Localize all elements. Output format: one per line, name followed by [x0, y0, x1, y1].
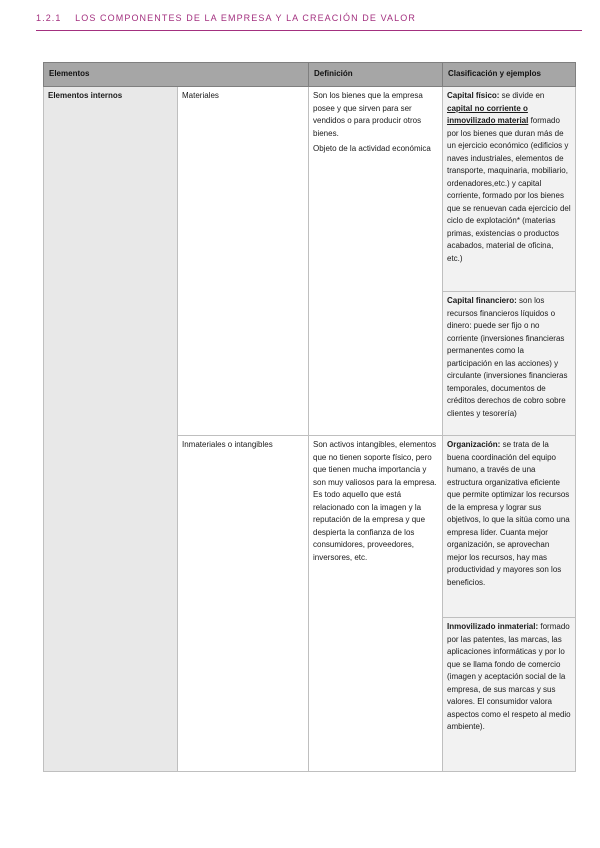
column-header-clasificacion: Clasificación y ejemplos	[443, 63, 576, 87]
section-number: 1.2.1	[36, 13, 62, 23]
classification-capital-financiero	[443, 292, 576, 436]
definition-inmateriales: Son activos intangibles, elementos que no tienen soporte físico, pero que tienen mucha importancia y son muy valiosos para la empresa. Es todo aquello que está relacionado con la imagen y la reputación de la empresa y que despierta la confianza de los consumidores, proveedores, inversores, etc.	[309, 436, 443, 772]
organizacion-title: Organización:	[447, 440, 501, 449]
classification-capital-fisico	[443, 87, 576, 292]
capital-no-corriente-term: capital no corriente o inmovilizado material	[447, 103, 529, 125]
capital-fisico-title: Capital físico:	[447, 91, 500, 100]
inmovilizado-text: formado por las patentes, las marcas, las aplicaciones informáticas y por lo que se llama fondo de comercio (imagen y aceptación social de la empresa, de sus marcas y sus valores. El consumidor valora aspectos como el respeto al medio ambiente).	[447, 622, 571, 731]
definition-materiales	[309, 87, 443, 436]
group-label-internos: Elementos internos	[44, 87, 178, 772]
header-divider	[36, 30, 582, 31]
section-header	[36, 13, 582, 23]
capital-financiero-text: son los recursos financieros líquidos o dinero: puede ser fijo o no corriente (inversiones financieras permanentes como la participación en las acciones) y circulante (inversiones financieras temporales, documentos de créditos derechos de cobro sobre clientes y tesorería)	[447, 296, 568, 418]
section-title: LOS COMPONENTES DE LA EMPRESA Y LA CREACIÓN DE VALOR	[75, 13, 416, 23]
elements-table	[43, 62, 576, 772]
row-label-materiales: Materiales	[178, 87, 309, 436]
definition-materiales-text: Son los bienes que la empresa posee y que sirven para ser vendidos o para producir otros bienes.	[313, 91, 423, 138]
table-row	[44, 87, 576, 292]
column-header-definicion: Definición	[309, 63, 443, 87]
capital-fisico-intro: se divide en	[499, 91, 545, 100]
column-header-elementos: Elementos	[44, 63, 309, 87]
classification-organizacion	[443, 436, 576, 618]
table-header-row	[44, 63, 576, 87]
capital-financiero-title: Capital financiero:	[447, 296, 517, 305]
classification-inmovilizado-inmaterial	[443, 618, 576, 772]
row-label-inmateriales: Inmateriales o intangibles	[178, 436, 309, 772]
capital-fisico-text: formado por los bienes que duran más de un ejercicio económico (edificios y naves industriales, elementos de transporte, maquinaria, mobiliario, ordenadores,etc.) y capital corriente, formado por los bienes que se renuevan cada ejercicio del ciclo de explotación* (materias primas, existencias o productos acabados, material de oficina, etc.)	[447, 116, 571, 263]
organizacion-text: se trata de la buena coordinación del equipo humano, a través de una estructura organizativa eficiente que permite optimizar los recursos de la empresa y lograr sus objetivos, lo que la sitúa como una empresa líder. Cuanta mejor organización, se aprovechan mejor los recursos, hay mas productividad y mayores son los beneficios.	[447, 440, 570, 587]
definition-materiales-extra: Objeto de la actividad económica	[313, 144, 431, 153]
inmovilizado-title: Inmovilizado inmaterial:	[447, 622, 539, 631]
